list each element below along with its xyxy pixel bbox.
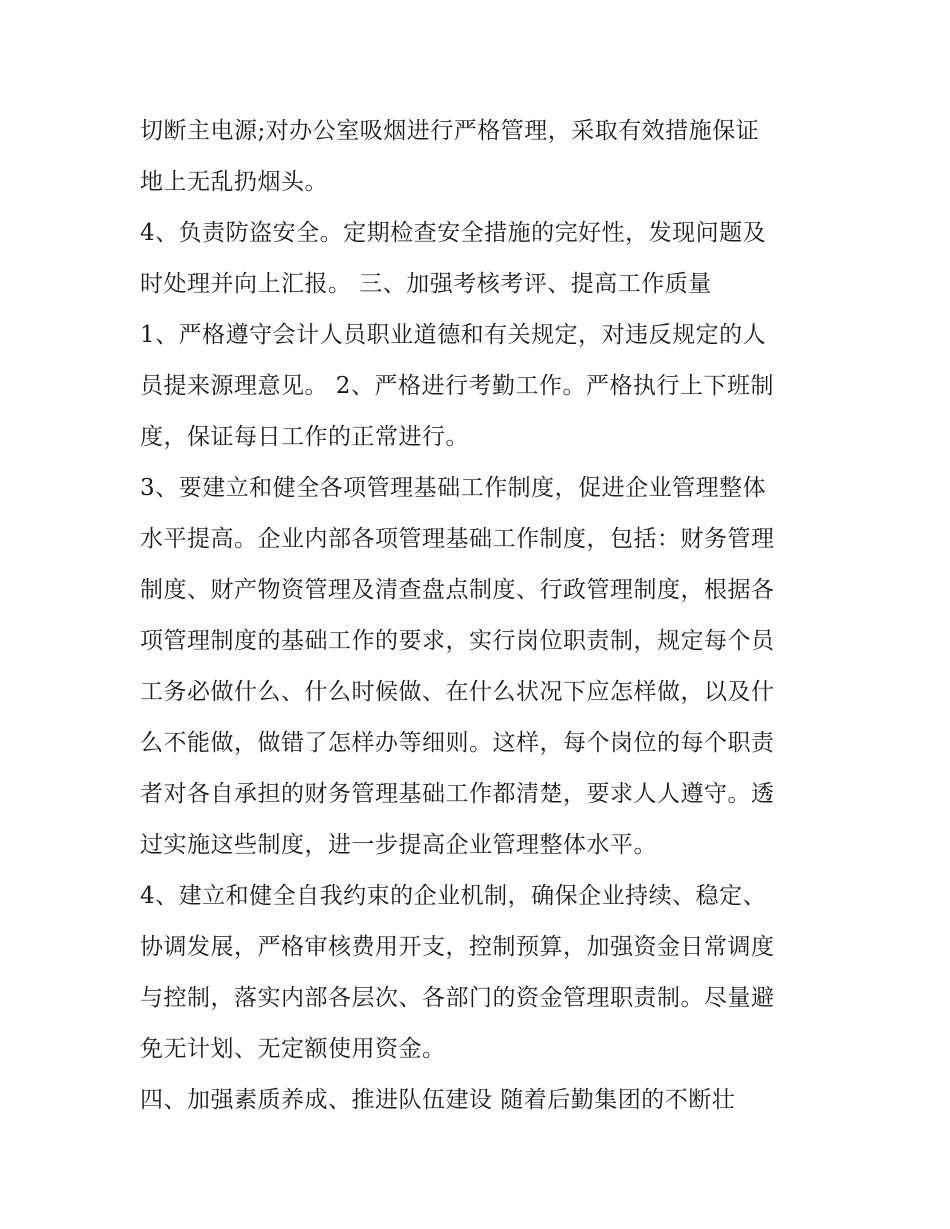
text-line: 4、负责防盗安全。定期检查安全措施的完好性，发现问题及 — [140, 220, 767, 246]
paragraph-1 — [140, 106, 820, 208]
text-line: 项管理制度的基础工作的要求，实行岗位职责制，规定每个员 — [140, 628, 775, 654]
text-line: 水平提高。企业内部各项管理基础工作制度，包括：财务管理 — [140, 526, 775, 552]
text-line: 免无计划、无定额使用资金。 — [140, 1036, 446, 1062]
text-line: 制度、财产物资管理及清查盘点制度、行政管理制度，根据各 — [140, 577, 775, 603]
paragraph-6 — [140, 1075, 820, 1126]
text-line: 时处理并向上汇报。 三、加强考核考评、提高工作质量 — [140, 271, 712, 297]
paragraph-5 — [140, 871, 820, 1075]
text-line: 么不能做，做错了怎样办等细则。这样，每个岗位的每个职责 — [140, 730, 775, 756]
text-line: 4、建立和健全自我约束的企业机制，确保企业持续、稳定、 — [140, 883, 767, 909]
text-line: 地上无乱扔烟头。 — [140, 169, 328, 195]
text-line: 过实施这些制度，进一步提高企业管理整体水平。 — [140, 832, 657, 858]
text-line: 1、严格遵守会计人员职业道德和有关规定，对违反规定的人 — [140, 322, 767, 348]
text-line: 工务必做什么、什么时候做、在什么状况下应怎样做，以及什 — [140, 679, 775, 705]
text-line: 员提来源理意见。 2、严格进行考勤工作。严格执行上下班制 — [140, 373, 774, 399]
text-line: 3、要建立和健全各项管理基础工作制度，促进企业管理整体 — [140, 475, 767, 501]
text-line: 协调发展，严格审核费用开支，控制预算，加强资金日常调度 — [140, 934, 775, 960]
text-line: 与控制，落实内部各层次、各部门的资金管理职责制。尽量避 — [140, 985, 775, 1011]
text-line: 度，保证每日工作的正常进行。 — [140, 424, 469, 450]
paragraph-3 — [140, 310, 820, 463]
text-line: 四、加强素质养成、推进队伍建设 随着后勤集团的不断壮 — [140, 1087, 736, 1113]
paragraph-4 — [140, 463, 820, 871]
text-line: 者对各自承担的财务管理基础工作都清楚，要求人人遵守。透 — [140, 781, 775, 807]
document-body — [140, 106, 820, 1126]
text-line: 切断主电源;对办公室吸烟进行严格管理，采取有效措施保证 — [140, 118, 760, 144]
paragraph-2 — [140, 208, 820, 310]
